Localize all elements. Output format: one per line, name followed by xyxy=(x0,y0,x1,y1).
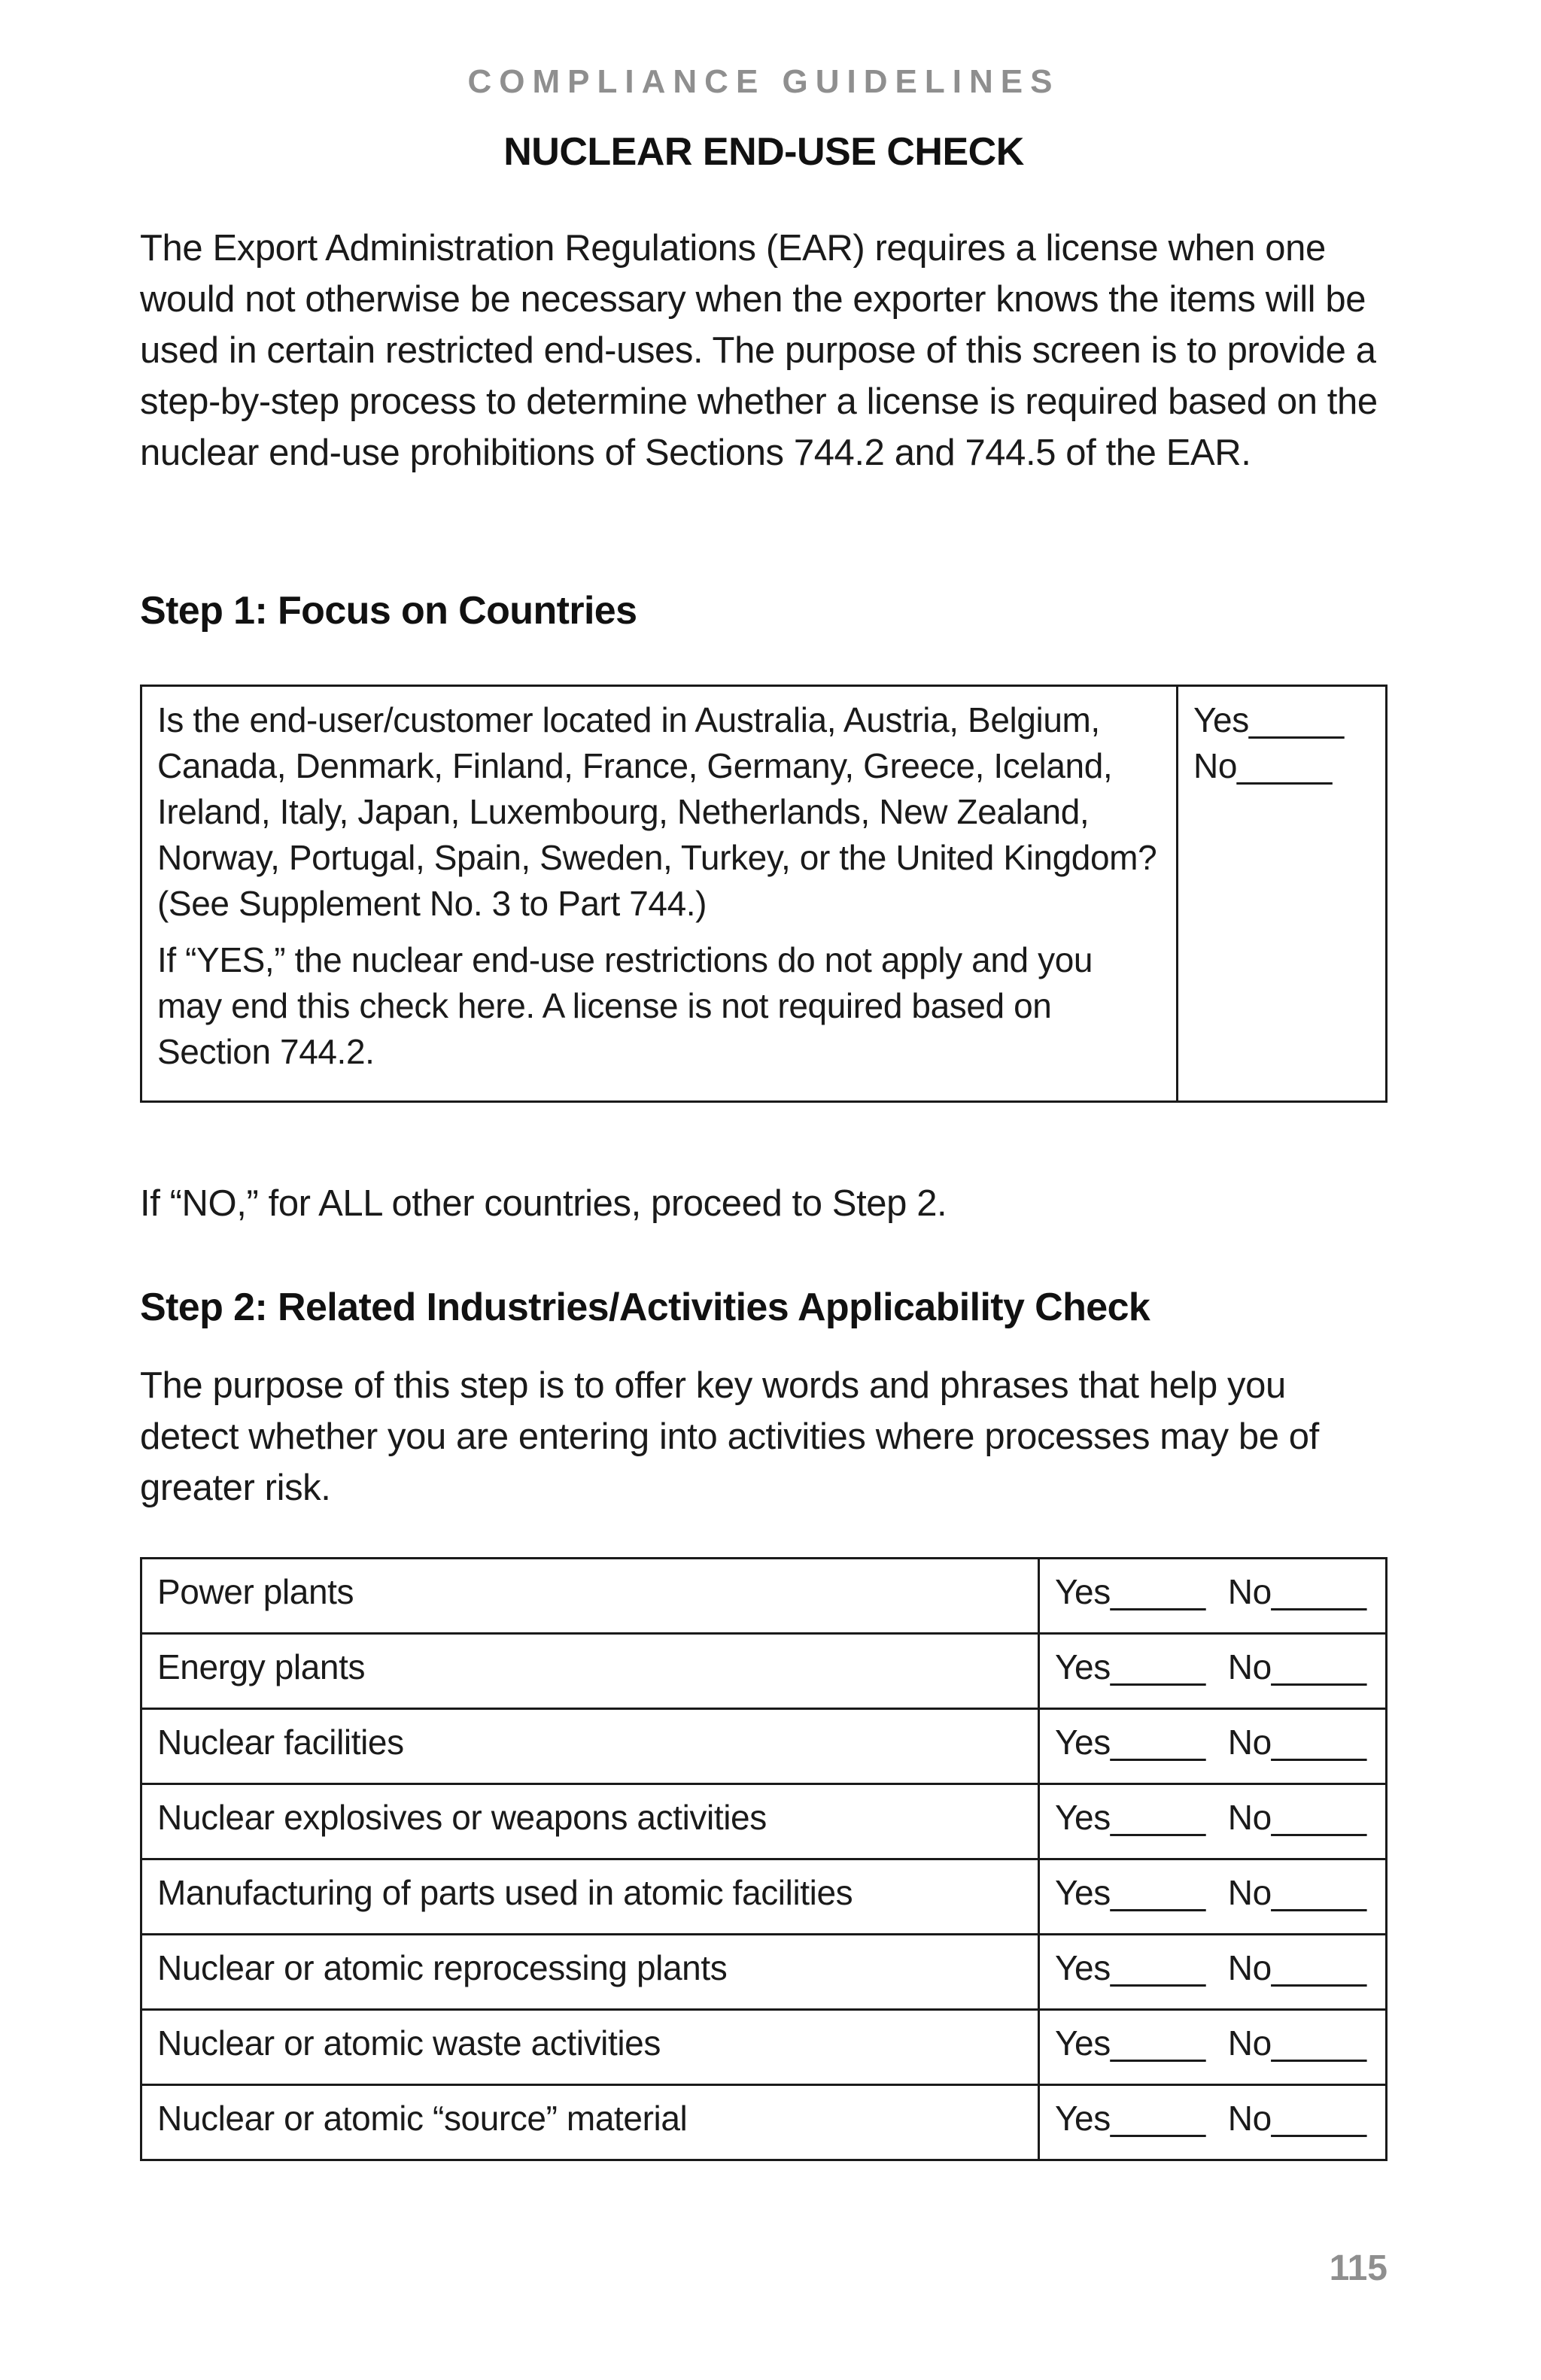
yes-no-cell xyxy=(1039,2085,1387,2160)
activity-label: Nuclear or atomic waste activities xyxy=(141,2010,1039,2085)
step1-answer-cell xyxy=(1178,686,1387,1102)
step1-heading: Step 1: Focus on Countries xyxy=(140,589,637,633)
table-row xyxy=(141,2010,1387,2085)
yes-blank[interactable]: Yes_____ xyxy=(1055,1873,1205,1912)
step2-heading: Step 2: Related Industries/Activities Applicability Check xyxy=(140,1286,1150,1329)
no-blank[interactable]: No_____ xyxy=(1227,1948,1366,1987)
yes-no-cell xyxy=(1039,1634,1387,1709)
step1-note: If “YES,” the nuclear end-use restrictions do not apply and you may end this check here. A license is not required based on Section 744.2. xyxy=(157,940,1093,1071)
yes-blank[interactable]: Yes_____ xyxy=(1055,1948,1205,1987)
no-blank[interactable]: No_____ xyxy=(1227,1572,1366,1611)
yes-no-cell xyxy=(1039,1935,1387,2010)
step1-no-blank[interactable]: No_____ xyxy=(1193,746,1332,785)
activity-label: Power plants xyxy=(141,1559,1039,1634)
no-blank[interactable]: No_____ xyxy=(1227,2099,1366,2138)
document-title: NUCLEAR END-USE CHECK xyxy=(503,130,1024,174)
step1-row xyxy=(141,686,1387,1102)
activity-label: Manufacturing of parts used in atomic facilities xyxy=(141,1859,1039,1935)
table-row xyxy=(141,1709,1387,1784)
yes-blank[interactable]: Yes_____ xyxy=(1055,1723,1205,1762)
yes-no-cell xyxy=(1039,2010,1387,2085)
activity-label: Nuclear explosives or weapons activities xyxy=(141,1784,1039,1859)
activity-label: Nuclear or atomic reprocessing plants xyxy=(141,1935,1039,2010)
no-blank[interactable]: No_____ xyxy=(1227,1723,1366,1762)
page-number: 115 xyxy=(1329,2248,1388,2288)
yes-blank[interactable]: Yes_____ xyxy=(1055,2023,1205,2063)
step1-question-cell xyxy=(141,686,1178,1102)
no-blank[interactable]: No_____ xyxy=(1227,1798,1366,1837)
yes-no-cell xyxy=(1039,1709,1387,1784)
yes-blank[interactable]: Yes_____ xyxy=(1055,2099,1205,2138)
table-row xyxy=(141,1784,1387,1859)
table-row xyxy=(141,1634,1387,1709)
step1-question: Is the end-user/customer located in Australia, Austria, Belgium, Canada, Denmark, Finland, France, Germany, Greece, Iceland, Ireland, Italy, Japan, Luxembourg, Netherlands, New Zealand, Norway, Portugal, Spain, Sweden, Turkey, or the United Kingdom? (See Supplement No. 3 to Part 744.) xyxy=(157,700,1157,923)
yes-no-cell xyxy=(1039,1559,1387,1634)
table-row xyxy=(141,2085,1387,2160)
step1-followup: If “NO,” for ALL other countries, proceed to Step 2. xyxy=(140,1183,947,1224)
activity-label: Nuclear or atomic “source” material xyxy=(141,2085,1039,2160)
step2-table xyxy=(140,1557,1388,2161)
yes-blank[interactable]: Yes_____ xyxy=(1055,1647,1205,1686)
table-row xyxy=(141,1859,1387,1935)
table-row xyxy=(141,1935,1387,2010)
no-blank[interactable]: No_____ xyxy=(1227,2023,1366,2063)
step1-table xyxy=(140,685,1388,1103)
activity-label: Energy plants xyxy=(141,1634,1039,1709)
activity-label: Nuclear facilities xyxy=(141,1709,1039,1784)
intro-paragraph: The Export Administration Regulations (EAR) requires a license when one would not otherwise be necessary when the exporter knows the items will be used in certain restricted end-uses. The purpose of this screen is to provide a step-by-step process to determine whether a license is required based on the nuclear end-use prohibitions of Sections 744.2 and 744.5 of the EAR. xyxy=(140,228,1378,473)
yes-no-cell xyxy=(1039,1784,1387,1859)
step1-yes-blank[interactable]: Yes_____ xyxy=(1193,700,1344,739)
yes-no-cell xyxy=(1039,1859,1387,1935)
yes-blank[interactable]: Yes_____ xyxy=(1055,1572,1205,1611)
no-blank[interactable]: No_____ xyxy=(1227,1647,1366,1686)
no-blank[interactable]: No_____ xyxy=(1227,1873,1366,1912)
running-head: COMPLIANCE GUIDELINES xyxy=(467,63,1060,100)
table-row xyxy=(141,1559,1387,1634)
step2-intro-paragraph: The purpose of this step is to offer key words and phrases that help you detect whether you are entering into activities where processes may be of greater risk. xyxy=(140,1365,1319,1508)
yes-blank[interactable]: Yes_____ xyxy=(1055,1798,1205,1837)
